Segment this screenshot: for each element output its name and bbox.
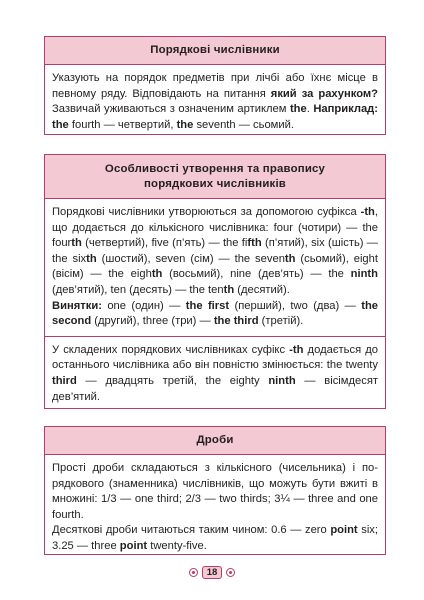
paragraph-decimal-fractions <box>52 523 378 554</box>
bold-text-run: який за рахунком? <box>270 87 379 100</box>
text-run: Указують на порядок предметів при лічбі або їхнє місце в певному ряду. Відповідають на питання <box>52 72 378 100</box>
text-run: (п’ятий), six (шість) — the six <box>52 237 378 265</box>
section-title-line1: Особливості утворення та правопису <box>104 162 326 175</box>
bold-text-run: third <box>52 374 77 387</box>
paragraph-formation <box>52 205 378 299</box>
text-run: Порядкові числівники утворюються за допомогою суфікса <box>52 206 361 218</box>
bold-text-run: point <box>330 524 358 537</box>
text-run: У складених порядкових числівниках суфікс <box>52 343 290 356</box>
text-run: (третій). <box>258 315 304 328</box>
text-run: Десяткові дроби читаються таким чином: 0.6 — zero <box>52 524 331 537</box>
ornament-left-icon <box>189 568 198 577</box>
text-run: (перший), two (два) — <box>229 299 362 312</box>
bold-text-run: th <box>86 252 97 265</box>
text-run: fourth — четвертий, <box>68 118 177 131</box>
section-text <box>45 199 385 336</box>
section-title: Порядкові числівники <box>45 37 385 65</box>
bold-text-run: ninth <box>268 374 296 387</box>
text-run: Прості дроби складаються з кількісного (чисельника) і порядкового (знаменника) числівників, що можуть бути вжиті в множині: 1/3 — one third; 2/3 — two thirds; 3¼ — three and one fourth. <box>52 462 378 521</box>
bold-text-run: the <box>176 118 194 131</box>
text-run: (сьомий), eight (вісім) — the eigh <box>52 252 378 281</box>
section-formation-rules <box>44 154 386 409</box>
text-run: — вісімдесят дев’ятий. <box>52 374 379 403</box>
page-footer <box>0 566 424 580</box>
bold-text-run: th <box>223 283 235 296</box>
bold-text-run: the first <box>185 299 230 312</box>
section-text <box>45 455 385 561</box>
bold-text-run: th <box>71 237 82 250</box>
text-run: seventh — сьомий. <box>193 118 294 131</box>
bold-text-run: Наприклад: the <box>52 103 378 131</box>
ornament-right-icon <box>226 568 235 577</box>
bold-text-run: the third <box>213 315 259 328</box>
bold-text-run: th <box>151 268 163 281</box>
bold-text-run: fth <box>247 237 262 250</box>
paragraph-exceptions <box>52 299 378 330</box>
text-run: six; 3.25 — three <box>52 524 379 552</box>
text-run: twenty-five. <box>147 539 207 552</box>
text-run: , що додається до кількісного числівника: four (чотири) — the four <box>52 206 378 250</box>
bold-text-run: the second <box>52 299 378 328</box>
section-ordinal-numerals <box>44 36 386 135</box>
text-run: one (один) — <box>101 299 186 312</box>
section-title: Дроби <box>45 427 385 455</box>
text-run: (дев’ятий), ten (десять) — the ten <box>52 283 224 296</box>
section-text <box>45 65 385 139</box>
paragraph-simple-fractions <box>52 461 378 523</box>
text-run: (другий), three (три) — <box>91 315 214 328</box>
section-title-line2: порядкових числівників <box>143 177 287 190</box>
text-run: (десятий). <box>234 283 290 296</box>
text-run: (четвертий), five (п’ять) — the fi <box>81 237 248 250</box>
bold-text-run: Винятки: <box>52 299 102 312</box>
text-run: (восьмий), nine (дев’ять) — the <box>162 268 351 281</box>
text-run: (шостий), seven (сім) — the seven <box>96 252 285 265</box>
bold-text-run: point <box>119 539 148 552</box>
text-run: додається до останнього числівника або він повністю змінюється: the twenty <box>52 343 378 372</box>
section-text-compound <box>45 337 385 411</box>
bold-text-run: the <box>289 103 307 116</box>
text-run: — двадцять третій, the eighty <box>76 374 269 387</box>
bold-text-run: th <box>284 252 296 265</box>
text-run: . <box>306 103 314 116</box>
section-fractions <box>44 426 386 555</box>
text-run: Зазвичай уживаються з означеним артиклем <box>52 103 290 116</box>
bold-text-run: -th <box>289 343 304 356</box>
bold-text-run: -th <box>360 206 375 218</box>
bold-text-run: ninth <box>350 268 378 281</box>
page-number: 18 <box>202 566 222 579</box>
section-title <box>45 155 385 199</box>
